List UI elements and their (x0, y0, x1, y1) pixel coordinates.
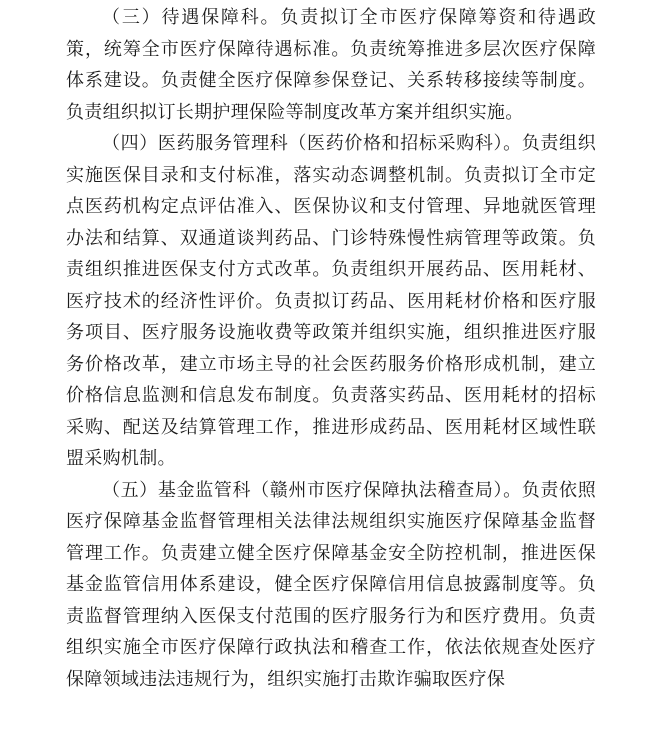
paragraph-heading: （五）基金监管科（赣州市医疗保障执法稽查局）。 (102, 479, 522, 501)
paragraph-body: 负责依照医疗保障基金监督管理相关法律法规组织实施医疗保障基金监督管理工作。负责建立健全医疗保障基金安全防控机制，推进医保基金监管信用体系建设，健全医疗保障信用信息披露制度等。负责监督管理纳入医保支付范围的医疗服务行为和医疗费用。负责组织实施全市医疗保障行政执法和稽查工作，依法依规查处医疗保障领域违法违规行为，组织实施打击欺诈骗取医疗保 (66, 479, 596, 690)
paragraph-heading: （四）医药服务管理科（医药价格和招标采购科）。 (102, 133, 522, 154)
paragraph-heading: （三）待遇保障科。 (102, 7, 281, 28)
paragraph-fund-supervision-section (66, 475, 596, 696)
paragraph-body: 负责拟订全市医疗保障筹资和待遇政策，统筹全市医疗保障待遇标准。负责统筹推进多层次医疗保障体系建设。负责健全医疗保障参保登记、关系转移接续等制度。负责组织拟订长期护理保险等制度改革方案并组织实施。 (66, 7, 596, 123)
paragraph-body: 负责组织实施医保目录和支付标准，落实动态调整机制。负责拟订全市定点医药机构定点评估准入、医保协议和支付管理、异地就医管理办法和结算、双通道谈判药品、门诊特殊慢性病管理等政策。负责组织推进医保支付方式改革。负责组织开展药品、医用耗材、医疗技术的经济性评价。负责拟订药品、医用耗材价格和医疗服务项目、医疗服务设施收费等政策并组织实施，组织推进医疗服务价格改革，建立市场主导的社会医药服务价格形成机制，建立价格信息监测和信息发布制度。负责落实药品、医用耗材的招标采购、配送及结算管理工作，推进形成药品、医用耗材区域性联盟采购机制。 (66, 133, 596, 469)
paragraph-treatment-guarantee-section (66, 2, 596, 128)
paragraph-medical-service-management-section (66, 128, 596, 475)
document-body (66, 0, 596, 695)
